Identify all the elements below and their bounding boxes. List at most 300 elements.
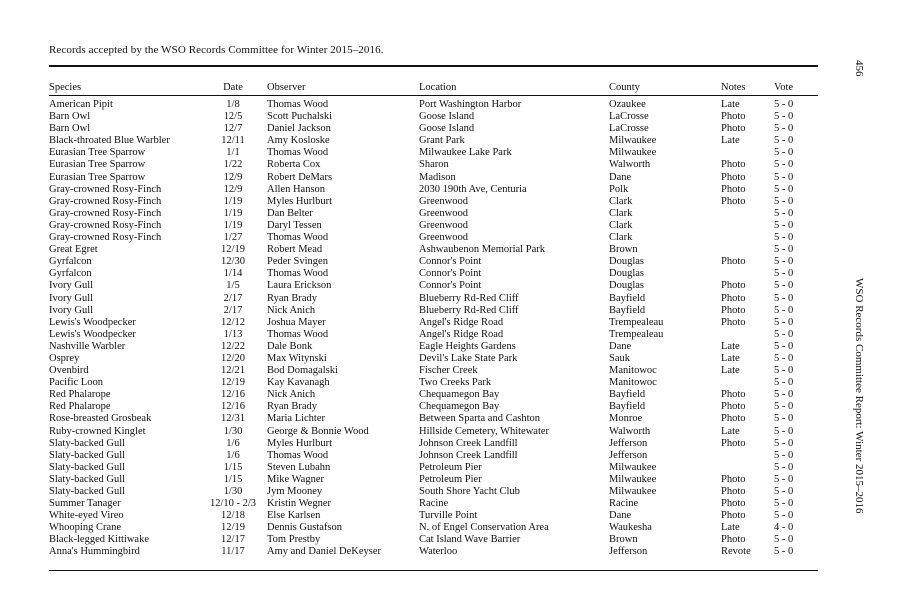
cell-date: 12/16 <box>221 389 245 401</box>
table-body <box>49 98 818 559</box>
cell-county: LaCrosse <box>609 123 649 135</box>
table-row <box>49 377 818 389</box>
cell-location: 2030 190th Ave, Centuria <box>419 183 527 195</box>
cell-location: Turville Point <box>419 510 478 522</box>
cell-location: Sharon <box>419 159 449 171</box>
cell-location: Waterloo <box>419 546 458 558</box>
cell-location: Milwaukee Lake Park <box>419 147 512 159</box>
cell-county: Bayfield <box>609 292 646 304</box>
cell-species: Gray-crowned Rosy-Finch <box>49 183 162 195</box>
cell-county: Jefferson <box>609 437 648 449</box>
cell-county: Douglas <box>609 268 644 280</box>
cell-species: Slaty-backed Gull <box>49 449 126 461</box>
table-row <box>49 486 818 498</box>
cell-location: Madison <box>419 171 456 183</box>
cell-notes: Photo <box>721 413 746 425</box>
cell-observer: Steven Lubahn <box>267 461 331 473</box>
cell-species: Barn Owl <box>49 111 91 123</box>
cell-species: Red Phalarope <box>49 389 111 401</box>
cell-location: Connor's Point <box>419 280 482 292</box>
cell-observer: Roberta Cox <box>267 159 321 171</box>
table-row <box>49 280 818 292</box>
cell-notes: Photo <box>721 316 746 328</box>
cell-county: Milwaukee <box>609 147 657 159</box>
cell-county: Jefferson <box>609 546 648 558</box>
cell-species: Summer Tanager <box>49 498 121 510</box>
cell-location: Johnson Creek Landfill <box>419 437 518 449</box>
table-row <box>49 256 818 268</box>
cell-county: Monroe <box>609 413 643 425</box>
table-row <box>49 353 818 365</box>
cell-vote: 5 - 0 <box>774 292 794 304</box>
cell-date: 12/5 <box>223 111 243 123</box>
cell-notes: Photo <box>721 159 746 171</box>
table-row <box>49 208 818 220</box>
cell-location: South Shore Yacht Club <box>419 486 520 497</box>
cell-vote: 5 - 0 <box>774 510 794 522</box>
cell-species: Osprey <box>49 352 80 364</box>
cell-vote: 5 - 0 <box>774 546 794 558</box>
cell-species: Great Egret <box>49 244 98 256</box>
cell-vote: 5 - 0 <box>774 232 794 244</box>
cell-observer: Kay Kavanagh <box>267 377 330 389</box>
page-number: 456 <box>853 60 865 77</box>
cell-vote: 5 - 0 <box>774 473 794 485</box>
cell-location: Eagle Heights Gardens <box>419 340 516 352</box>
cell-county: Walworth <box>609 425 651 437</box>
cell-county: Jefferson <box>609 449 648 461</box>
cell-species: Gray-crowned Rosy-Finch <box>49 232 162 244</box>
cell-vote: 5 - 0 <box>774 135 794 147</box>
cell-date: 1/6 <box>226 449 240 461</box>
table-row <box>49 522 818 534</box>
cell-notes: Photo <box>721 389 746 401</box>
cell-date: 1/19 <box>223 207 243 219</box>
cell-notes <box>721 462 774 474</box>
cell-vote: 5 - 0 <box>774 147 794 159</box>
cell-county: Manitowoc <box>609 377 657 389</box>
cell-species: Nashville Warbler <box>49 340 126 352</box>
cell-date: 1/30 <box>223 486 243 497</box>
cell-date: 1/5 <box>226 280 240 292</box>
cell-vote: 5 - 0 <box>774 437 794 449</box>
cell-notes: Late <box>721 352 740 364</box>
cell-vote: 5 - 0 <box>774 99 794 110</box>
cell-notes: Late <box>721 425 740 437</box>
table-row <box>49 365 818 377</box>
table-row <box>49 293 818 305</box>
cell-observer: Amy and Daniel DeKeyser <box>267 546 382 558</box>
cell-observer: Jym Mooney <box>267 486 323 497</box>
cell-date: 12/12 <box>221 316 245 328</box>
cell-vote: 5 - 0 <box>774 377 794 389</box>
cell-county: Milwaukee <box>609 135 657 147</box>
cell-notes: Late <box>721 522 740 534</box>
cell-notes <box>721 268 774 280</box>
cell-observer: Dennis Gustafson <box>267 522 342 534</box>
cell-vote: 5 - 0 <box>774 171 794 183</box>
cell-notes: Photo <box>721 498 746 510</box>
cell-notes <box>721 220 774 232</box>
cell-observer: Allen Hanson <box>267 183 326 195</box>
cell-species: Ivory Gull <box>49 280 94 292</box>
cell-county: Bayfield <box>609 304 646 316</box>
cell-notes: Late <box>721 135 740 147</box>
table-row <box>49 426 818 438</box>
cell-location: Blueberry Rd-Red Cliff <box>419 304 519 316</box>
cell-observer: Tom Prestby <box>267 534 321 546</box>
column-header-notes: Notes <box>721 82 746 93</box>
cell-county: Clark <box>609 195 633 207</box>
cell-county: Milwaukee <box>609 461 657 473</box>
cell-date: 12/31 <box>221 413 245 425</box>
cell-notes: Photo <box>721 111 746 123</box>
cell-notes <box>721 450 774 462</box>
cell-observer: Thomas Wood <box>267 147 329 159</box>
cell-location: Greenwood <box>419 207 468 219</box>
cell-species: Barn Owl <box>49 123 91 135</box>
cell-location: Devil's Lake State Park <box>419 352 518 364</box>
cell-species: Slaty-backed Gull <box>49 461 126 473</box>
cell-date: 1/15 <box>223 473 243 485</box>
cell-vote: 5 - 0 <box>774 413 794 425</box>
cell-observer: Myles Hurlburt <box>267 195 333 207</box>
cell-species: Gray-crowned Rosy-Finch <box>49 207 162 219</box>
table-row <box>49 123 818 135</box>
cell-vote: 5 - 0 <box>774 328 794 340</box>
cell-notes: Photo <box>721 437 746 449</box>
cell-observer: George & Bonnie Wood <box>267 425 369 437</box>
cell-notes: Photo <box>721 510 746 522</box>
cell-county: Brown <box>609 534 638 546</box>
cell-date: 1/1 <box>226 147 240 159</box>
cell-notes <box>721 377 774 389</box>
cell-date: 1/8 <box>226 99 240 110</box>
cell-species: Ruby-crowned Kinglet <box>49 425 146 437</box>
cell-species: White-eyed Vireo <box>49 510 124 522</box>
cell-species: Gray-crowned Rosy-Finch <box>49 195 162 207</box>
cell-location: Angel's Ridge Road <box>419 328 504 340</box>
cell-notes: Photo <box>721 534 746 546</box>
cell-notes: Photo <box>721 486 746 497</box>
cell-location: Goose Island <box>419 123 475 135</box>
table-row <box>49 462 818 474</box>
cell-date: 12/9 <box>223 183 243 195</box>
cell-date: 12/16 <box>221 401 245 413</box>
cell-date: 1/19 <box>223 195 243 207</box>
cell-location: Ashwaubenon Memorial Park <box>419 244 545 256</box>
column-header-vote: Vote <box>774 82 794 93</box>
bottom-rule <box>49 570 818 571</box>
cell-vote: 5 - 0 <box>774 244 794 256</box>
cell-date: 2/17 <box>223 304 243 316</box>
cell-notes <box>721 147 774 159</box>
cell-vote: 5 - 0 <box>774 534 794 546</box>
cell-date: 12/19 <box>221 244 245 256</box>
cell-species: Lewis's Woodpecker <box>49 328 136 340</box>
cell-vote: 5 - 0 <box>774 195 794 207</box>
table-row <box>49 510 818 522</box>
column-header-county: County <box>609 82 640 93</box>
cell-vote: 5 - 0 <box>774 268 794 280</box>
cell-county: Manitowoc <box>609 365 657 377</box>
cell-vote: 5 - 0 <box>774 304 794 316</box>
cell-county: Walworth <box>609 159 651 171</box>
cell-date: 12/22 <box>221 340 245 352</box>
cell-date: 1/22 <box>223 159 243 171</box>
cell-county: Milwaukee <box>609 473 657 485</box>
cell-observer: Nick Anich <box>267 304 316 316</box>
cell-notes: Photo <box>721 280 746 292</box>
cell-vote: 5 - 0 <box>774 256 794 268</box>
cell-observer: Ryan Brady <box>267 292 318 304</box>
cell-observer: Kristin Wegner <box>267 498 331 510</box>
cell-date: 12/19 <box>221 377 245 389</box>
cell-county: Ozaukee <box>609 99 646 110</box>
cell-vote: 5 - 0 <box>774 183 794 195</box>
cell-vote: 5 - 0 <box>774 280 794 292</box>
cell-notes: Photo <box>721 123 746 135</box>
cell-notes: Photo <box>721 195 746 207</box>
cell-location: Between Sparta and Cashton <box>419 413 541 425</box>
cell-notes: Photo <box>721 292 746 304</box>
cell-location: Fischer Creek <box>419 365 478 377</box>
cell-location: Petroleum Pier <box>419 461 482 473</box>
cell-species: Ovenbird <box>49 365 89 377</box>
table-row <box>49 401 818 413</box>
cell-notes <box>721 208 774 220</box>
table-row <box>49 98 818 111</box>
cell-notes: Photo <box>721 401 746 413</box>
cell-observer: Amy Kosloske <box>267 135 330 147</box>
table-row <box>49 184 818 196</box>
table-row <box>49 159 818 171</box>
table-row <box>49 305 818 317</box>
cell-vote: 5 - 0 <box>774 316 794 328</box>
cell-species: Slaty-backed Gull <box>49 437 126 449</box>
table-row <box>49 329 818 341</box>
cell-location: Greenwood <box>419 219 468 231</box>
table-row <box>49 498 818 510</box>
cell-location: Petroleum Pier <box>419 473 482 485</box>
cell-observer: Robert Mead <box>267 244 323 256</box>
cell-county: Bayfield <box>609 389 646 401</box>
table-row <box>49 268 818 280</box>
table-row <box>49 341 818 353</box>
cell-species: Gray-crowned Rosy-Finch <box>49 219 162 231</box>
cell-location: Racine <box>419 498 449 510</box>
cell-date: 12/18 <box>221 510 245 522</box>
cell-location: Connor's Point <box>419 268 482 280</box>
cell-observer: Joshua Mayer <box>267 316 326 328</box>
cell-location: Chequamegon Bay <box>419 389 500 401</box>
table-row <box>49 220 818 232</box>
cell-date: 12/30 <box>221 256 245 268</box>
cell-county: Trempealeau <box>609 316 664 328</box>
cell-species: Whooping Crane <box>49 522 122 534</box>
cell-date: 11/17 <box>221 546 245 558</box>
table-row <box>49 196 818 208</box>
table-row <box>49 147 818 159</box>
cell-observer: Nick Anich <box>267 389 316 401</box>
cell-observer: Thomas Wood <box>267 328 329 340</box>
cell-notes: Photo <box>721 473 746 485</box>
cell-species: Slaty-backed Gull <box>49 473 126 485</box>
table-row <box>49 474 818 486</box>
cell-location: Two Creeks Park <box>419 377 492 389</box>
cell-species: Eurasian Tree Sparrow <box>49 159 146 171</box>
cell-vote: 4 - 0 <box>774 522 794 534</box>
cell-observer: Myles Hurlburt <box>267 437 333 449</box>
cell-vote: 5 - 0 <box>774 449 794 461</box>
cell-location: Grant Park <box>419 135 465 147</box>
cell-location: Johnson Creek Landfill <box>419 449 518 461</box>
table-row <box>49 232 818 244</box>
cell-county: Polk <box>609 183 629 195</box>
cell-county: Dane <box>609 171 632 183</box>
cell-date: 2/17 <box>223 292 243 304</box>
cell-date: 1/15 <box>223 461 243 473</box>
table-row <box>49 413 818 425</box>
table-row <box>49 389 818 401</box>
cell-date: 12/9 <box>223 171 243 183</box>
cell-notes: Late <box>721 365 740 377</box>
cell-county: Sauk <box>609 352 630 364</box>
cell-observer: Robert DeMars <box>267 171 333 183</box>
column-header-species: Species <box>49 82 82 93</box>
cell-location: Chequamegon Bay <box>419 401 500 413</box>
cell-location: Hillside Cemetery, Whitewater <box>419 425 550 437</box>
cell-observer: Max Witynski <box>267 352 327 364</box>
cell-location: Greenwood <box>419 232 468 244</box>
column-header-date: Date <box>223 82 243 93</box>
cell-location: Blueberry Rd-Red Cliff <box>419 292 519 304</box>
cell-date: 12/7 <box>223 123 243 135</box>
cell-species: Ivory Gull <box>49 292 94 304</box>
cell-location: Greenwood <box>419 195 468 207</box>
cell-date: 12/10 - 2/3 <box>209 498 257 510</box>
cell-county: Dane <box>609 340 632 352</box>
cell-vote: 5 - 0 <box>774 365 794 377</box>
cell-vote: 5 - 0 <box>774 340 794 352</box>
cell-observer: Bod Domagalski <box>267 365 338 377</box>
cell-species: Red Phalarope <box>49 401 111 413</box>
table-row <box>49 534 818 546</box>
cell-county: Racine <box>609 498 639 510</box>
table-row <box>49 546 818 558</box>
cell-county: Clark <box>609 232 633 244</box>
cell-vote: 5 - 0 <box>774 123 794 135</box>
cell-county: Douglas <box>609 280 644 292</box>
cell-county: Clark <box>609 219 633 231</box>
cell-date: 1/30 <box>223 425 243 437</box>
cell-location: Port Washington Harbor <box>419 99 522 110</box>
cell-notes: Photo <box>721 256 746 268</box>
column-header-observer: Observer <box>267 82 306 93</box>
cell-observer: Dan Belter <box>267 207 313 219</box>
table-row <box>49 135 818 147</box>
cell-observer: Thomas Wood <box>267 449 329 461</box>
cell-date: 12/21 <box>221 365 245 377</box>
cell-observer: Scott Puchalski <box>267 111 333 123</box>
cell-notes: Late <box>721 340 740 352</box>
cell-species: Rose-breasted Grosbeak <box>49 413 152 425</box>
cell-location: Cat Island Wave Barrier <box>419 534 521 546</box>
cell-observer: Daniel Jackson <box>267 123 331 135</box>
cell-species: Ivory Gull <box>49 304 94 316</box>
table-row <box>49 317 818 329</box>
cell-date: 12/19 <box>221 522 245 534</box>
top-rule <box>49 65 818 67</box>
cell-vote: 5 - 0 <box>774 219 794 231</box>
column-header-location: Location <box>419 82 457 93</box>
cell-county: LaCrosse <box>609 111 649 123</box>
cell-county: Brown <box>609 244 638 256</box>
cell-notes <box>721 232 774 244</box>
table-row <box>49 450 818 462</box>
cell-notes <box>721 244 774 256</box>
cell-county: Trempealeau <box>609 328 664 340</box>
cell-date: 1/13 <box>223 328 243 340</box>
cell-county: Douglas <box>609 256 644 268</box>
cell-observer: Daryl Tessen <box>267 219 322 231</box>
cell-vote: 5 - 0 <box>774 207 794 219</box>
table-row <box>49 438 818 450</box>
cell-vote: 5 - 0 <box>774 498 794 510</box>
cell-county: Clark <box>609 207 633 219</box>
cell-observer: Else Karlsen <box>267 510 321 522</box>
cell-notes: Photo <box>721 171 746 183</box>
cell-vote: 5 - 0 <box>774 159 794 171</box>
cell-observer: Mike Wagner <box>267 473 324 485</box>
cell-vote: 5 - 0 <box>774 401 794 413</box>
cell-county: Waukesha <box>609 522 652 534</box>
cell-vote: 5 - 0 <box>774 111 794 123</box>
cell-vote: 5 - 0 <box>774 461 794 473</box>
cell-location: Connor's Point <box>419 256 482 268</box>
cell-species: Black-throated Blue Warbler <box>49 135 170 147</box>
header-row <box>49 82 818 98</box>
cell-notes: Late <box>721 99 740 110</box>
cell-vote: 5 - 0 <box>774 486 794 497</box>
cell-observer: Peder Svingen <box>267 256 328 268</box>
cell-species: Lewis's Woodpecker <box>49 316 136 328</box>
cell-notes: Photo <box>721 304 746 316</box>
cell-date: 1/14 <box>223 268 243 280</box>
cell-species: American Pipit <box>49 99 113 110</box>
cell-notes: Revote <box>721 546 751 558</box>
cell-species: Anna's Hummingbird <box>49 546 140 558</box>
cell-date: 1/19 <box>223 219 243 231</box>
cell-species: Slaty-backed Gull <box>49 486 126 497</box>
cell-observer: Thomas Wood <box>267 232 329 244</box>
cell-observer: Thomas Wood <box>267 99 329 110</box>
records-table <box>49 82 818 559</box>
cell-observer: Ryan Brady <box>267 401 318 413</box>
cell-vote: 5 - 0 <box>774 389 794 401</box>
cell-date: 12/17 <box>221 534 245 546</box>
cell-location: Angel's Ridge Road <box>419 316 504 328</box>
cell-observer: Laura Erickson <box>267 280 332 292</box>
cell-species: Eurasian Tree Sparrow <box>49 171 146 183</box>
table-row <box>49 244 818 256</box>
cell-county: Milwaukee <box>609 486 657 497</box>
cell-date: 12/11 <box>221 135 245 147</box>
table-caption: Records accepted by the WSO Records Committee for Winter 2015–2016. <box>49 44 384 56</box>
table-row <box>49 111 818 123</box>
cell-species: Black-legged Kittiwake <box>49 534 150 546</box>
cell-county: Dane <box>609 510 632 522</box>
